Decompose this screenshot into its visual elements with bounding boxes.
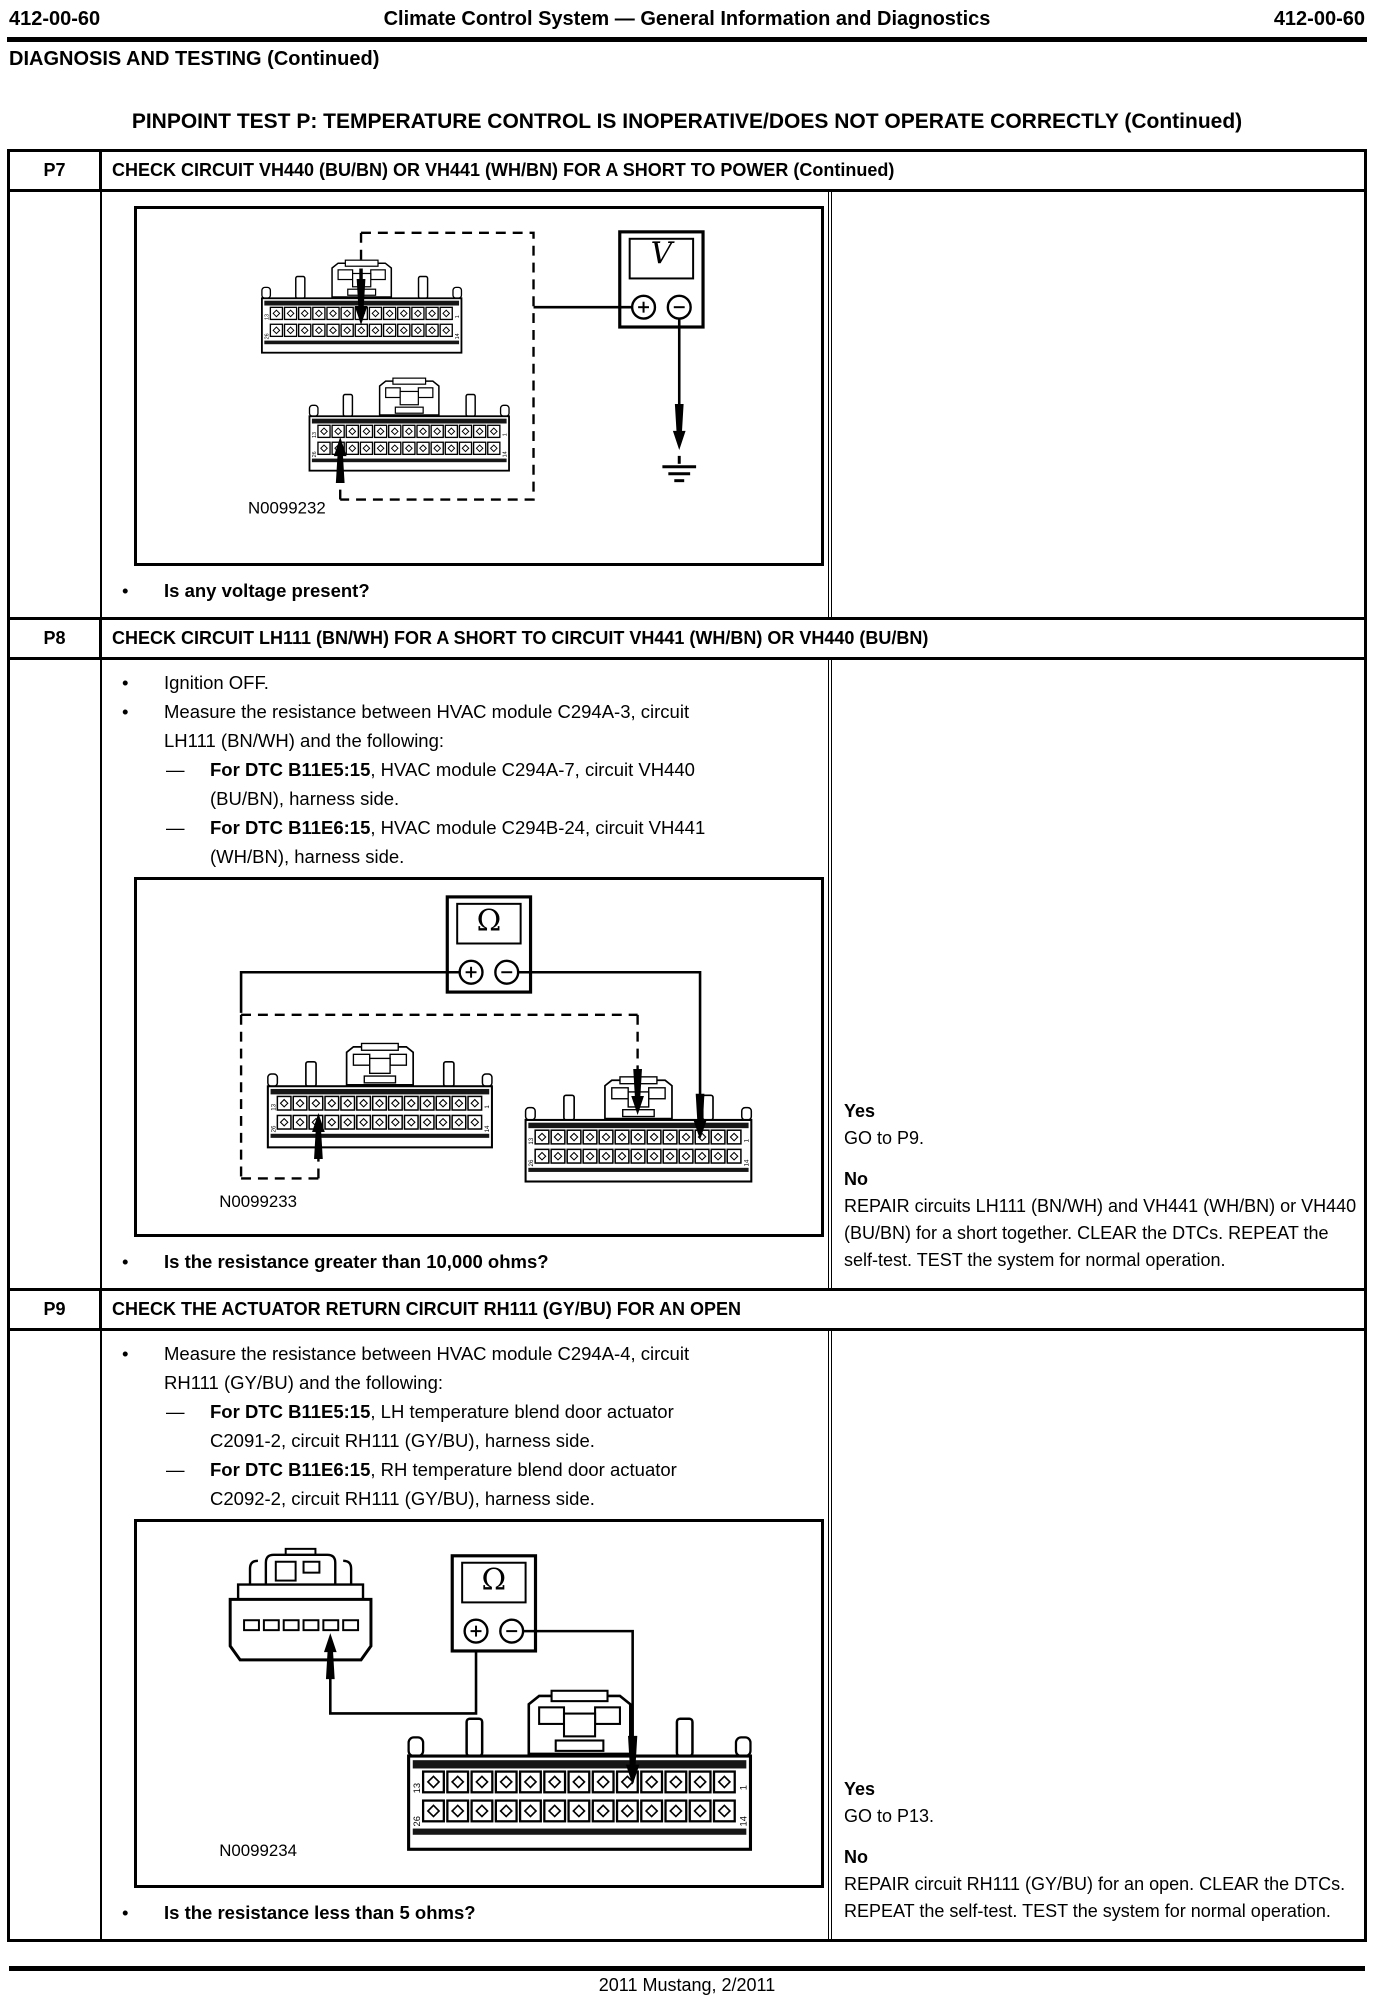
instruction-bullet: • Measure the resistance between HVAC module C294A-4, circuit RH111 (GY/BU) and the following: <box>102 1339 824 1397</box>
figure-label: N0099234 <box>219 1841 298 1861</box>
result-yes-text: GO to P9. <box>844 1128 925 1148</box>
result-no-text: REPAIR circuits LH111 (BN/WH) and VH441 (WH/BN) or VH440 (BU/BN) for a short together. CLEAR the DTCs. REPEAT the self-test. TEST the system for normal operation. <box>844 1196 1357 1270</box>
step-body-p7 <box>10 192 1364 617</box>
footer-text: 2011 Mustang, 2/2011 <box>598 1975 776 1995</box>
bullet-icon: • <box>122 580 129 601</box>
instruction-sub-bullet: — For DTC B11E6:15, RH temperature blend door actuator C2092-2, circuit RH111 (GY/BU), harness side. <box>102 1455 824 1513</box>
step-action-p7 <box>102 192 832 617</box>
instruction-sub-bullet: — For DTC B11E5:15, HVAC module C294A-7, circuit VH440 (BU/BN), harness side. <box>102 755 824 813</box>
bullet-icon: • <box>122 1343 129 1364</box>
step-gutter <box>10 192 102 617</box>
dash-icon: — <box>166 759 185 780</box>
dash-icon: — <box>166 1459 185 1480</box>
step-id: P9 <box>10 1291 102 1328</box>
step-id: P8 <box>10 620 102 657</box>
result-no-text: REPAIR circuit RH111 (GY/BU) for an open. CLEAR the DTCs. REPEAT the self-test. TEST the system for normal operation. <box>844 1874 1346 1921</box>
bullet-icon: • <box>122 701 129 722</box>
instruction-bullet: • Measure the resistance between HVAC module C294A-3, circuit LH111 (BN/WH) and the following: <box>102 697 824 755</box>
header-title: Climate Control System — General Information and Diagnostics <box>383 8 991 30</box>
dash-icon: — <box>166 1401 185 1422</box>
step-action-p8 <box>102 660 832 1288</box>
meter-symbol: Ω <box>476 903 502 939</box>
result-yes-label: Yes <box>844 1101 876 1121</box>
step-title: CHECK CIRCUIT VH440 (BU/BN) OR VH441 (WH/BN) FOR A SHORT TO POWER (Continued) <box>112 160 895 180</box>
pinpoint-test-table <box>7 149 1367 1942</box>
meter-symbol: V <box>650 236 673 272</box>
step-question-p8: • Is the resistance greater than 10,000 ohms? <box>102 1247 824 1276</box>
bullet-icon: • <box>122 672 129 693</box>
dash-icon: — <box>166 817 185 838</box>
figure-n0099233 <box>134 877 824 1237</box>
step-question-p9: • Is the resistance less than 5 ohms? <box>102 1898 824 1927</box>
figure-label: N0099233 <box>219 1192 298 1212</box>
step-title: CHECK CIRCUIT LH111 (BN/WH) FOR A SHORT TO CIRCUIT VH441 (WH/BN) OR VH440 (BU/BN) <box>112 628 929 648</box>
wiring-diagram-voltage-check <box>137 209 821 563</box>
result-yes-label: Yes <box>844 1779 876 1799</box>
meter-symbol: Ω <box>481 1562 507 1598</box>
step-id: P7 <box>10 152 102 189</box>
step-gutter <box>10 1331 102 1939</box>
step-action-p9 <box>102 1331 832 1939</box>
result-no-label: No <box>844 1169 868 1189</box>
step-question-p7: • Is any voltage present? <box>102 576 824 605</box>
step-title: CHECK THE ACTUATOR RETURN CIRCUIT RH111 (GY/BU) FOR AN OPEN <box>112 1299 742 1319</box>
bullet-icon: • <box>122 1251 129 1272</box>
result-no-label: No <box>844 1847 868 1867</box>
result-yes-text: GO to P13. <box>844 1806 935 1826</box>
page-footer <box>7 1966 1367 2000</box>
pinpoint-title: PINPOINT TEST P: TEMPERATURE CONTROL IS INOPERATIVE/DOES NOT OPERATE CORRECTLY (Continued) <box>131 110 1243 133</box>
bullet-icon: • <box>122 1902 129 1923</box>
header-code-right: 412-00-60 <box>1273 8 1365 30</box>
step-body-p9 <box>10 1331 1364 1939</box>
step-result-p9 <box>832 1331 1372 1939</box>
figure-n0099234 <box>134 1519 824 1888</box>
figure-label: N0099232 <box>248 498 326 518</box>
step-result-p7 <box>832 192 1372 617</box>
step-header-p9 <box>10 1288 1364 1331</box>
instruction-sub-bullet: — For DTC B11E5:15, LH temperature blend door actuator C2091-2, circuit RH111 (GY/BU), harness side. <box>102 1397 824 1455</box>
instruction-bullet: • Ignition OFF. <box>102 668 824 697</box>
step-body-p8 <box>10 660 1364 1288</box>
page-header <box>7 6 1367 37</box>
header-code-left: 412-00-60 <box>9 8 101 30</box>
step-header-p8 <box>10 617 1364 660</box>
step-header-p7 <box>10 152 1364 192</box>
instruction-sub-bullet: — For DTC B11E6:15, HVAC module C294B-24, circuit VH441 (WH/BN), harness side. <box>102 813 824 871</box>
figure-n0099232 <box>134 206 824 566</box>
wiring-diagram-resistance-check <box>137 880 821 1234</box>
section-heading: DIAGNOSIS AND TESTING (Continued) <box>9 48 380 70</box>
step-result-p8 <box>832 660 1372 1288</box>
wiring-diagram-actuator-return-check <box>137 1522 821 1885</box>
step-gutter <box>10 660 102 1288</box>
